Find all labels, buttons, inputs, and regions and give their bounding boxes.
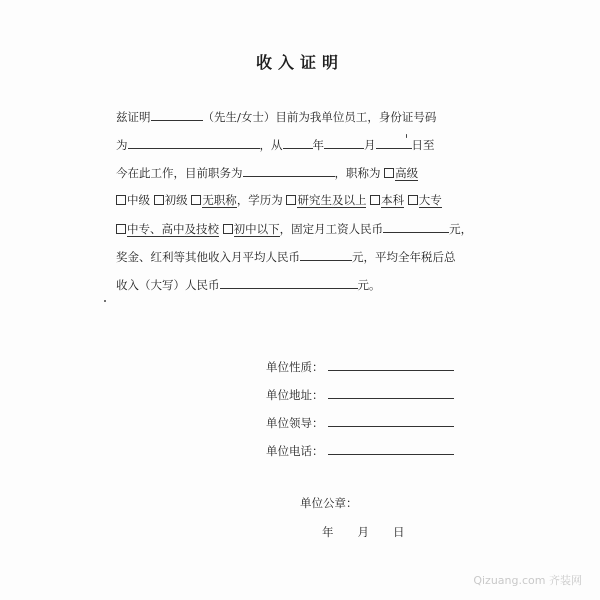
text-l3-a: 今在此工作，目前职务为 [116, 166, 243, 180]
info-label-nature: 单位性质： [266, 360, 324, 374]
body-line-1 [116, 108, 436, 125]
text-l1-a: 兹证明 [116, 110, 151, 124]
text-l2-b: ，从 [259, 138, 283, 152]
leader-blank[interactable] [328, 414, 454, 427]
text-l2-d: 月 [364, 138, 376, 152]
position-blank[interactable] [243, 164, 335, 177]
body-line-3 [116, 164, 418, 181]
option-title-none: 无职称 [202, 193, 237, 207]
annual-income-blank[interactable] [220, 276, 358, 289]
option-title-intermediate: 中级 [127, 193, 150, 207]
body-line-2 [116, 136, 435, 153]
text-l7-b: 元。 [357, 278, 381, 292]
option-edu-graduate: 研究生及以上 [297, 193, 367, 207]
info-label-phone: 单位电话： [266, 444, 324, 458]
text-l7-a: 收入（大写）人民币 [116, 278, 220, 292]
text-l6-b: 元，平均全年税后总 [352, 250, 456, 264]
body-line-7 [116, 276, 381, 293]
option-edu-secondary: 中专、高中及技校 [127, 222, 219, 236]
name-blank[interactable] [151, 108, 203, 121]
text-l2-a: 为 [116, 138, 128, 152]
option-edu-college: 大专 [418, 193, 442, 207]
text-l5-tail: ，固定月工资人民币 [279, 222, 384, 236]
body-line-4 [116, 192, 442, 208]
checkbox-title-senior[interactable] [384, 168, 394, 178]
option-edu-bachelor: 本科 [381, 193, 405, 207]
body-line-6 [116, 248, 456, 265]
id-number-blank[interactable] [128, 136, 260, 149]
monthly-salary-blank[interactable] [383, 220, 449, 233]
text-l3-b: ，职称为 [334, 166, 381, 180]
checkbox-title-none[interactable] [191, 195, 201, 205]
scan-speck [406, 134, 407, 138]
info-row-address [266, 386, 454, 403]
date-month: 月 [357, 525, 369, 539]
scan-speck [104, 300, 106, 302]
checkbox-edu-bachelor[interactable] [370, 195, 380, 205]
page-title: 收入证明 [255, 53, 344, 72]
info-label-leader: 单位领导： [266, 416, 324, 430]
text-l2-c: 年 [312, 138, 324, 152]
info-row-phone [266, 442, 454, 459]
checkbox-edu-junior-high[interactable] [223, 224, 233, 234]
checkbox-edu-graduate[interactable] [286, 195, 296, 205]
text-edu-label: ，学历为 [236, 193, 283, 207]
nature-blank[interactable] [328, 358, 454, 371]
date-year: 年 [322, 525, 334, 539]
option-edu-junior-high: 初中以下 [233, 222, 280, 236]
checkbox-title-junior[interactable] [154, 195, 164, 205]
address-blank[interactable] [328, 386, 454, 399]
start-year-blank[interactable] [283, 136, 313, 149]
checkbox-edu-college[interactable] [408, 195, 418, 205]
checkbox-edu-secondary[interactable] [116, 224, 126, 234]
seal-label: 单位公章： [300, 496, 358, 510]
date-line [322, 524, 405, 540]
text-l2-e: 日至 [411, 138, 435, 152]
bonus-blank[interactable] [300, 248, 352, 261]
info-label-address: 单位地址： [266, 388, 324, 402]
info-row-nature [266, 358, 454, 375]
start-month-blank[interactable] [324, 136, 364, 149]
text-l1-b: （先生/女士）目前为我单位员工，身份证号码 [202, 110, 437, 124]
option-title-senior: 高级 [395, 166, 419, 180]
watermark: Qizuang.com 齐装网 [473, 574, 582, 587]
checkbox-title-intermediate[interactable] [116, 195, 126, 205]
text-yuan: 元， [449, 222, 473, 236]
body-line-5 [116, 220, 472, 237]
info-row-leader [266, 414, 454, 431]
option-title-junior: 初级 [164, 193, 188, 207]
text-l6-a: 奖金、红利等其他收入月平均人民币 [116, 250, 300, 264]
date-day: 日 [393, 525, 405, 539]
phone-blank[interactable] [328, 442, 454, 455]
